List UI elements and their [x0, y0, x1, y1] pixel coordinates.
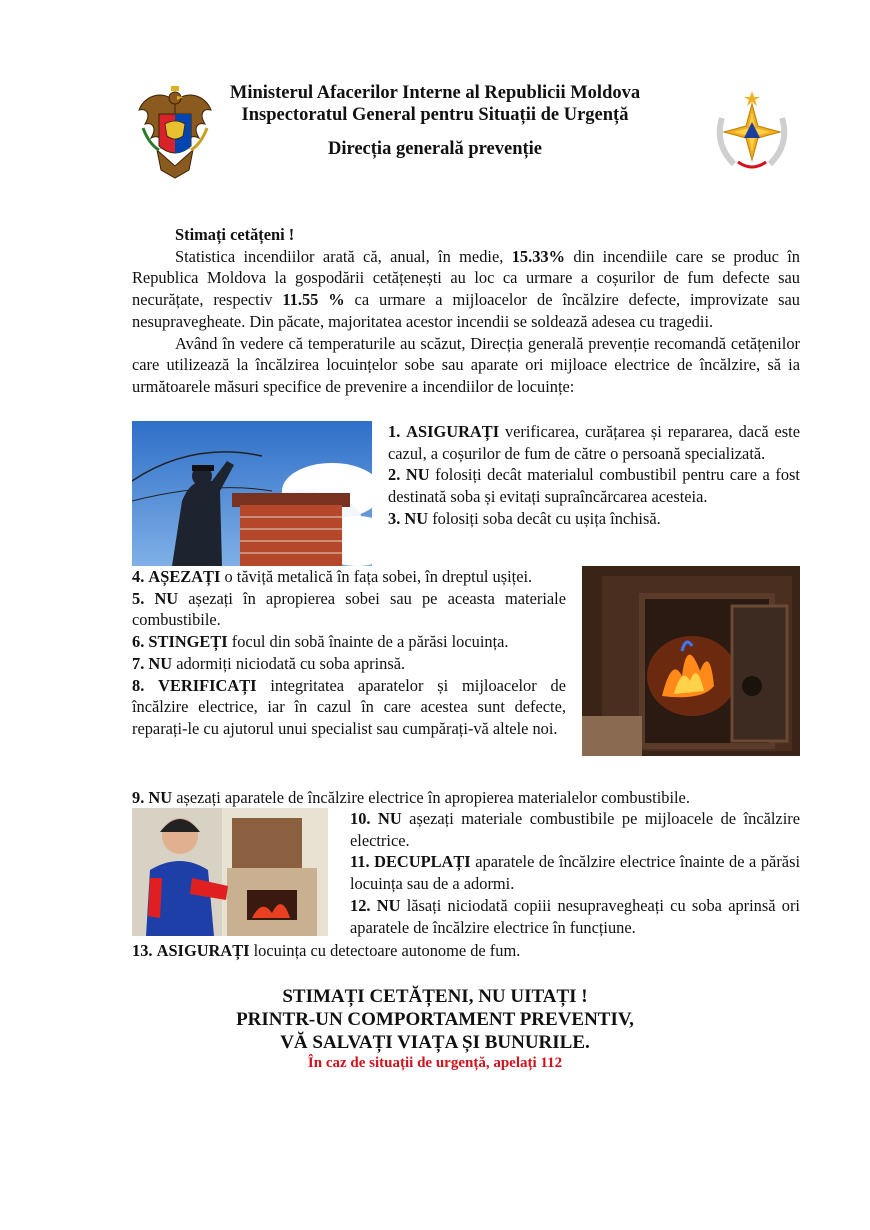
closing-line-2: PRINTR-UN COMPORTAMENT PREVENTIV,	[236, 1009, 634, 1030]
measure-item: 3. NU folosiți soba decât cu ușița închisă.	[388, 508, 661, 528]
measure-item: 1. ASIGURAȚI verificarea, curățarea și repararea, dacă este cazul, a coșurilor de fum de către o persoană specializată.	[388, 422, 800, 463]
measure-13-row	[132, 940, 800, 962]
inspectorate-name: Inspectoratul General pentru Situații de Urgență	[241, 105, 629, 125]
document-header	[0, 82, 870, 160]
measures-block-1	[388, 421, 800, 530]
measure-item: 6. STINGEȚI focul din sobă înainte de a părăsi locuința.	[132, 632, 509, 652]
measure-item: 11. DECUPLAȚI aparatele de încălzire electrice înainte de a părăsi locuința sau de a adormi.	[350, 852, 800, 894]
emergency-number-note: În caz de situații de urgență, apelați 112	[307, 1055, 563, 1071]
child-stove-photo	[132, 808, 328, 936]
salutation: Stimați cetățeni !	[175, 225, 295, 244]
closing-line-1: STIMAȚI CETĂȚENI, NU UITAȚI !	[282, 986, 588, 1007]
measure-item: 13. ASIGURAȚI locuința cu detectoare autonome de fum.	[132, 941, 521, 960]
measure-9-row	[132, 787, 800, 809]
ministry-name: Ministerul Afacerilor Interne al Republicii Moldova	[229, 83, 641, 103]
measure-item: 8. VERIFICAȚI integritatea aparatelor și mijloacelor de încălzire electrice, iar în cazul în care acestea sunt defecte, reparați-le cu ajutorul unui specialist sau cumpărați-vă altele noi.	[132, 675, 566, 738]
intro-section	[132, 224, 800, 398]
measures-block-3	[350, 808, 800, 938]
closing-line-3: VĂ SALVAȚI VIAȚA ȘI BUNURILE.	[280, 1032, 590, 1053]
measure-item: 9. NU așezați aparatele de încălzire electrice în apropierea materialelor combustibile.	[132, 788, 690, 807]
chimney-sweep-photo	[132, 421, 372, 566]
intro-paragraph-2: Având în vedere că temperaturile au scăzut, Direcția generală prevenție recomandă cetățenilor care utilizează la încălzirea locuințelor sobe sau aparate ori mijloace electrice de încălzire, să ia următoarele măsuri specifice de prevenire a incendiilor de locuințe:	[132, 333, 800, 396]
measure-item: 10. NU așezați materiale combustibile pe mijloacele de încălzire electrice.	[350, 809, 800, 850]
measures-block-2	[132, 566, 566, 740]
directorate-name: Direcția generală prevenție	[327, 139, 543, 159]
closing-message	[0, 985, 870, 1073]
measure-item: 7. NU adormiți niciodată cu soba aprinsă.	[132, 653, 406, 673]
measure-item: 4. AȘEZAȚI o tăviță metalică în fața sobei, în dreptul ușiței.	[132, 567, 533, 586]
measure-item: 5. NU așezați în apropierea sobei sau pe aceasta materiale combustibile.	[132, 588, 566, 630]
stove-fire-photo	[582, 566, 800, 756]
measure-item: 12. NU lăsați niciodată copiii nesupravegheați cu soba aprinsă ori aparatele de încălzire electrice în funcțiune.	[350, 895, 800, 937]
measure-item: 2. NU folosiți decât materialul combustibil pentru care a fost destinată soba și evitați supraîncărcarea acesteia.	[388, 465, 800, 507]
intro-paragraph-1: Statistica incendiilor arată că, anual, în medie, 15.33% din incendiile care se produc în Republica Moldova la gospodării cetățenești au loc ca urmare a coșurilor de fum defecte sau necurățate, respectiv 11.55 % ca urmare a mijloacelor de încălzire defecte, improvizate sau nesupravegheate. Din păcate, majoritatea acestor incendii se soldează adesea cu tragedii.	[132, 246, 801, 331]
